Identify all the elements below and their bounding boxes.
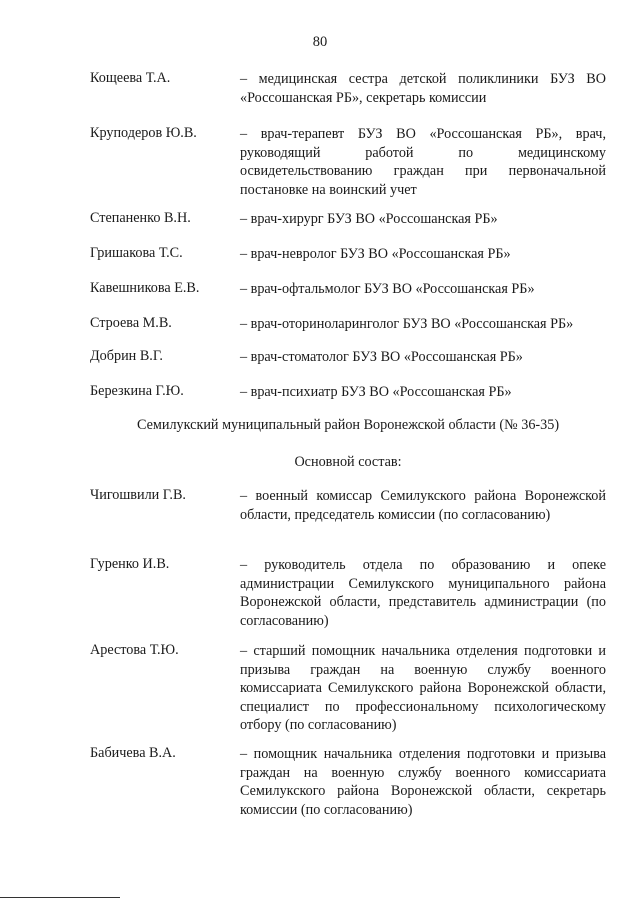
entry-role: – военный комиссар Семилукского района Воронежской области, председатель комиссии (по согласованию) bbox=[240, 488, 606, 523]
footnote-rule bbox=[0, 897, 120, 898]
entry-role: – врач-психиатр БУЗ ВО «Россошанская РБ» bbox=[240, 384, 512, 400]
subsection-heading: Основной состав: bbox=[294, 454, 402, 470]
entry-role: – старший помощник начальника отделения подготовки и призыва граждан на военную службу военного комиссариата Семилукского района Воронежской области, специалист по профессиональному психологическому отбору (по согласованию) bbox=[240, 643, 606, 734]
entry-name: Степаненко В.Н. bbox=[90, 210, 191, 226]
entry-name: Кавешникова Е.В. bbox=[90, 280, 200, 296]
entry-name: Бабичева В.А. bbox=[90, 745, 176, 761]
entry-role: – руководитель отдела по образованию и опеке администрации Семилукского муниципального района Воронежской области, представитель администрации (по согласованию) bbox=[240, 557, 606, 629]
page-number: 80 bbox=[312, 34, 328, 50]
entry-name: Строева М.В. bbox=[90, 315, 172, 331]
entry-name: Добрин В.Г. bbox=[90, 348, 163, 364]
section-heading: Семилукский муниципальный район Воронежской области (№ 36-35) bbox=[136, 417, 560, 433]
entry-role: – врач-хирург БУЗ ВО «Россошанская РБ» bbox=[240, 211, 498, 227]
entry-name: Березкина Г.Ю. bbox=[90, 383, 184, 399]
entry-role: – медицинская сестра детской поликлиники БУЗ ВО «Россошанская РБ», секретарь комиссии bbox=[240, 71, 606, 106]
entry-name: Гуренко И.В. bbox=[90, 556, 170, 572]
entry-name: Чигошвили Г.В. bbox=[90, 487, 186, 503]
entry-role: – врач-оториноларинголог БУЗ ВО «Россошанская РБ» bbox=[240, 316, 574, 332]
entry-name: Кощеева Т.А. bbox=[90, 70, 171, 86]
entry-name: Арестова Т.Ю. bbox=[90, 642, 179, 658]
entry-name: Гришакова Т.С. bbox=[90, 245, 183, 261]
entry-role: – помощник начальника отделения подготовки и призыва граждан на военную службу военного комиссариата Семилукского района Воронежской области, секретарь комиссии (по согласованию) bbox=[240, 746, 606, 818]
entry-name: Круподеров Ю.В. bbox=[90, 125, 197, 141]
entry-role: – врач-невролог БУЗ ВО «Россошанская РБ» bbox=[240, 246, 511, 262]
entry-role: – врач-стоматолог БУЗ ВО «Россошанская РБ» bbox=[240, 349, 523, 365]
entry-role: – врач-офтальмолог БУЗ ВО «Россошанская РБ» bbox=[240, 281, 535, 297]
entry-role: – врач-терапевт БУЗ ВО «Россошанская РБ», врач, руководящий работой по медицинскому освидетельствованию граждан при первоначальной постановке на воинский учет bbox=[240, 126, 606, 198]
